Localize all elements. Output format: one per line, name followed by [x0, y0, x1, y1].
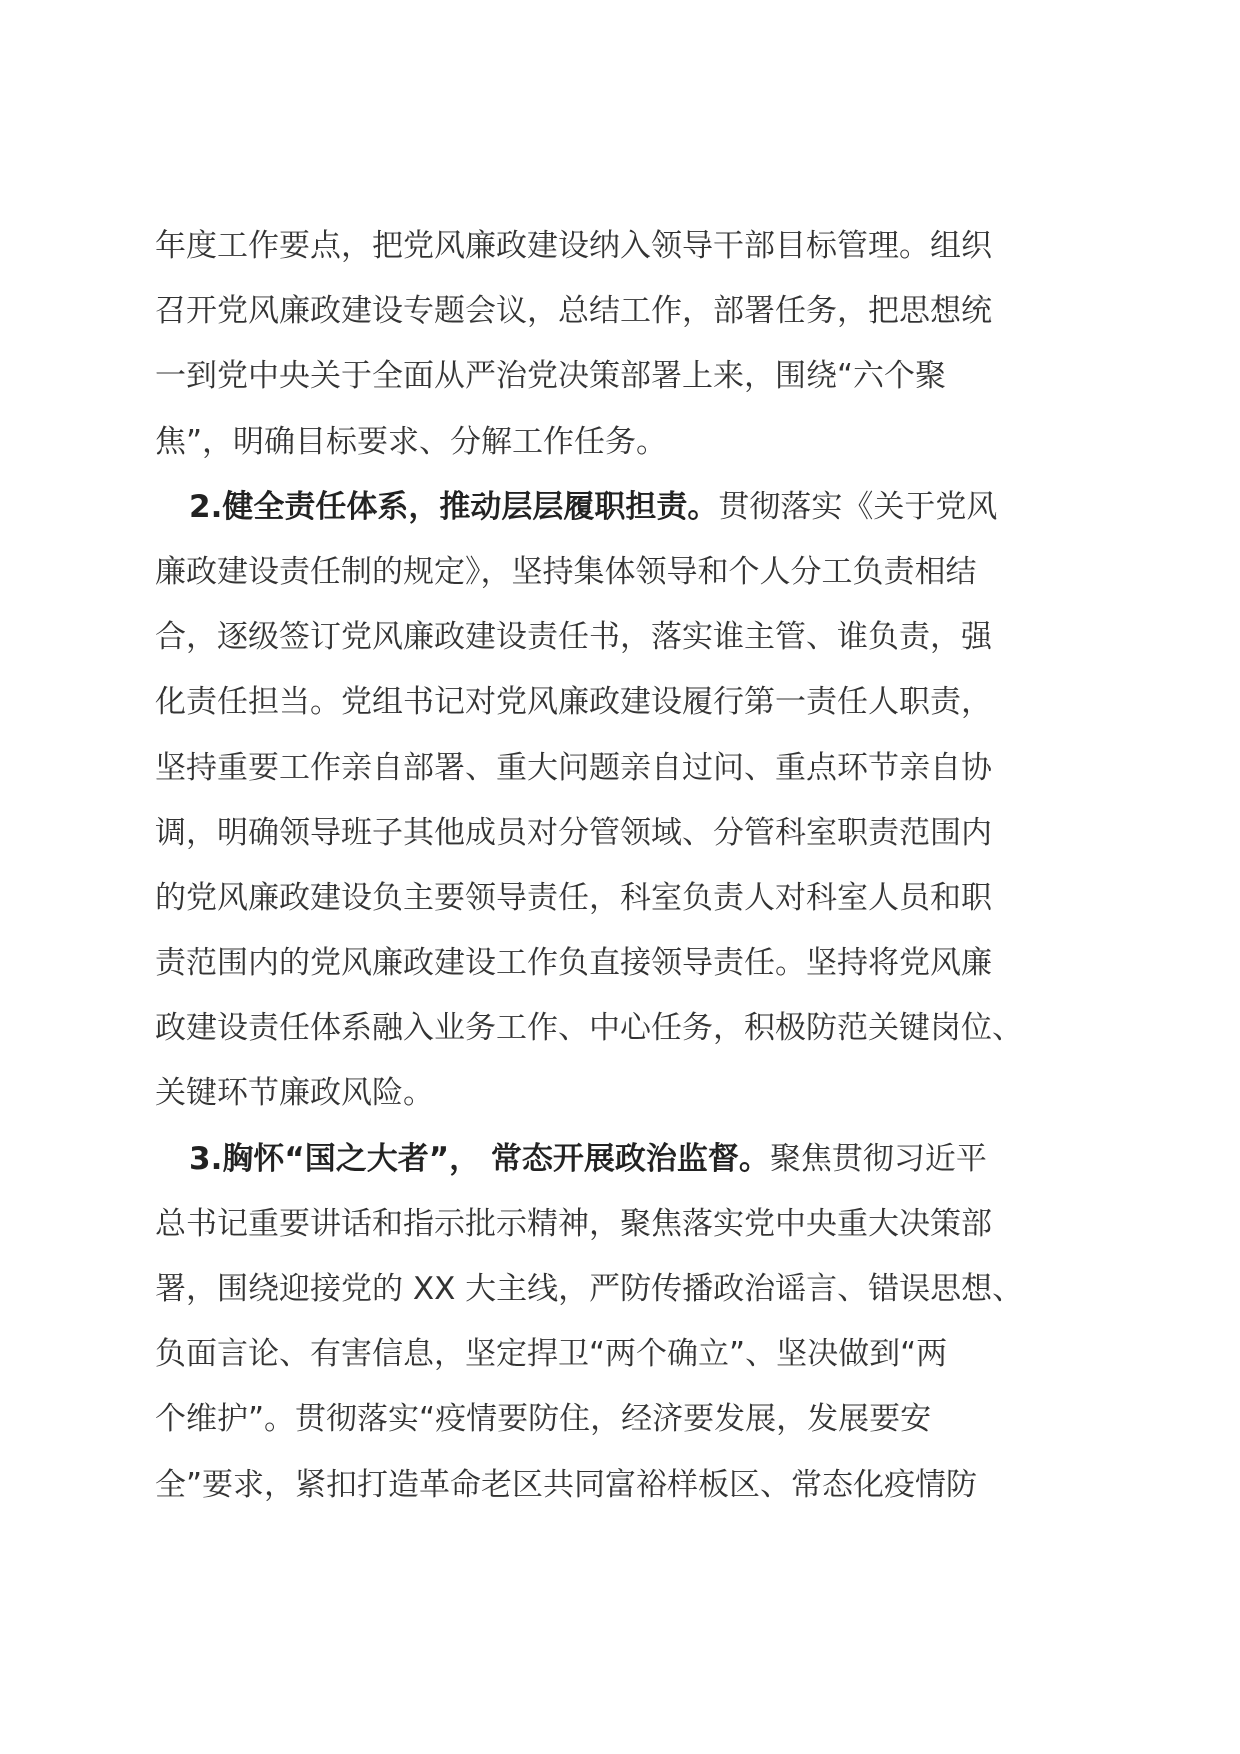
section-heading-line [155, 1127, 1095, 1192]
text-line [155, 1387, 1095, 1452]
text-line [155, 540, 1095, 605]
line-text: 全”要求，紧扣打造革命老区共同富裕样板区、常态化疫情防 [155, 1466, 978, 1503]
text-line [155, 1061, 1095, 1126]
line-text: 署，围绕迎接党的 XX 大主线，严防传播政治谣言、错误思想、 [155, 1271, 1024, 1307]
text-line [155, 996, 1095, 1061]
line-text: 个维护”。贯彻落实“疫情要防住，经济要发展，发展要安 [155, 1401, 932, 1438]
text-line [155, 1257, 1095, 1322]
text-line [155, 1322, 1095, 1387]
line-text: 政建设责任体系融入业务工作、中心任务，积极防范关键岗位、 [155, 1010, 1023, 1047]
text-line [155, 1192, 1095, 1257]
text-line [155, 866, 1095, 931]
text-line [155, 344, 1095, 409]
text-line [155, 670, 1095, 735]
line-text: 年度工作要点，把党风廉政建设纳入领导干部目标管理。组织 [155, 228, 992, 264]
section-heading: 3.胸怀“国之大者”， 常态开展政治监督。 [189, 1140, 770, 1177]
line-text: 的党风廉政建设负主要领导责任，科室负责人对科室人员和职 [155, 879, 992, 916]
line-text: 总书记重要讲话和指示批示精神，聚焦落实党中央重大决策部 [155, 1205, 992, 1242]
text-line [155, 279, 1095, 344]
text-line [155, 1453, 1095, 1518]
line-text: 廉政建设责任制的规定》，坚持集体领导和个人分工负责相结 [155, 553, 977, 590]
line-text: 化责任担当。党组书记对党风廉政建设履行第一责任人职责， [155, 684, 992, 721]
section-heading: 2.健全责任体系，推动层层履职担责。 [189, 488, 719, 525]
line-text: 焦”，明确目标要求、分解工作任务。 [155, 423, 668, 460]
line-text: 关键环节廉政风险。 [155, 1075, 434, 1112]
line-text: 一到党中央关于全面从严治党决策部署上来，围绕“六个聚 [155, 358, 947, 395]
line-text: 坚持重要工作亲自部署、重大问题亲自过问、重点环节亲自协 [155, 749, 992, 786]
text-line [155, 801, 1095, 866]
line-text: 负面言论、有害信息，坚定捍卫“两个确立”、坚决做到“两 [155, 1336, 948, 1373]
text-line [155, 605, 1095, 670]
line-text: 合，逐级签订党风廉政建设责任书，落实谁主管、谁负责，强 [155, 619, 992, 656]
document-body [155, 214, 1095, 1518]
text-line [155, 410, 1095, 475]
section-heading-line [155, 475, 1095, 540]
text-line [155, 736, 1095, 801]
text-line [155, 214, 1095, 279]
line-text: 召开党风廉政建设专题会议，总结工作，部署任务，把思想统 [155, 293, 992, 330]
line-text: 调，明确领导班子其他成员对分管领域、分管科室职责范围内 [155, 814, 992, 851]
line-text: 责范围内的党风廉政建设工作负直接领导责任。坚持将党风廉 [155, 945, 992, 982]
line-text: 聚焦贯彻习近平 [769, 1140, 987, 1177]
line-text: 贯彻落实《关于党风 [718, 488, 998, 525]
text-line [155, 931, 1095, 996]
